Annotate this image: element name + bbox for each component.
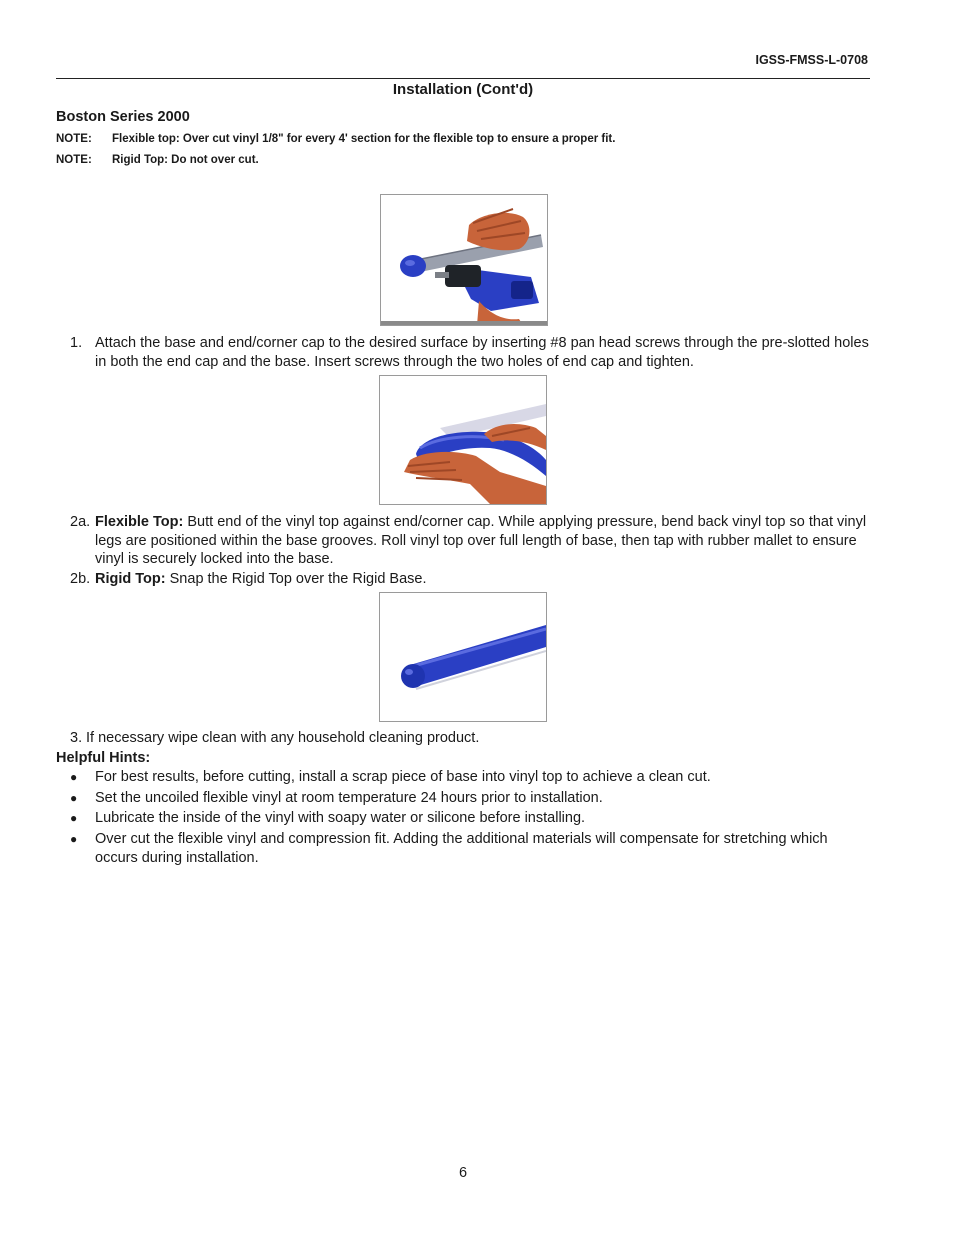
header-rule <box>56 78 870 79</box>
photo-flexible-top-bend <box>379 375 547 505</box>
step-2a <box>70 513 870 569</box>
step-number: 2b. <box>70 571 91 587</box>
note-text: Rigid Top: Do not over cut. <box>112 154 259 166</box>
hint-text: Over cut the flexible vinyl and compression fit. Adding the additional materials will compensate for stretching which occurs during installation. <box>95 831 828 866</box>
note-rigid-top <box>56 154 259 166</box>
bullet-icon: ● <box>70 811 78 825</box>
step-number: 3. <box>70 730 83 746</box>
note-flexible-top <box>56 133 615 145</box>
step-heading: Flexible Top: <box>95 514 184 530</box>
page-number: 6 <box>458 1165 468 1181</box>
photo-drill-end-cap <box>380 194 548 326</box>
step-3 <box>70 729 870 748</box>
hint-item <box>70 809 870 828</box>
hint-text: Lubricate the inside of the vinyl with soapy water or silicone before installing. <box>95 810 586 826</box>
step-2b <box>70 570 870 589</box>
step-text: Butt end of the vinyl top against end/corner cap. While applying pressure, bend back vinyl top so that vinyl legs are positioned within the base grooves. Roll vinyl top over full length of base, then tap with rubber mallet to ensure vinyl is securely locked into the base. <box>95 514 867 567</box>
helpful-hints-title: Helpful Hints: <box>56 750 151 766</box>
step-text: Snap the Rigid Top over the Rigid Base. <box>165 571 427 587</box>
bullet-icon: ● <box>70 832 78 846</box>
note-label: NOTE: <box>56 154 92 166</box>
document-id: IGSS-FMSS-L-0708 <box>755 53 868 67</box>
step-text: If necessary wipe clean with any household cleaning product. <box>86 730 480 746</box>
section-title: Boston Series 2000 <box>56 109 190 125</box>
step-text: Attach the base and end/corner cap to the desired surface by inserting #8 pan head screws through the pre-slotted holes in both the end cap and the base. Insert screws through the two holes of end cap and tighten. <box>95 335 869 370</box>
hint-item <box>70 789 870 808</box>
photo-finished-top <box>379 592 547 722</box>
hint-item <box>70 768 870 787</box>
step-heading: Rigid Top: <box>95 571 166 587</box>
step-number: 2a. <box>70 514 91 530</box>
step-number: 1. <box>70 335 83 351</box>
note-text: Flexible top: Over cut vinyl 1/8" for every 4' section for the flexible top to ensure a proper fit. <box>112 133 616 145</box>
hint-item <box>70 830 870 867</box>
step-1 <box>70 334 870 371</box>
note-label: NOTE: <box>56 133 92 145</box>
hint-text: For best results, before cutting, install a scrap piece of base into vinyl top to achieve a clean cut. <box>95 769 711 785</box>
bullet-icon: ● <box>70 770 78 784</box>
page-title: Installation (Cont'd) <box>392 81 534 98</box>
bullet-icon: ● <box>70 791 78 805</box>
hint-text: Set the uncoiled flexible vinyl at room temperature 24 hours prior to installation. <box>95 790 603 806</box>
